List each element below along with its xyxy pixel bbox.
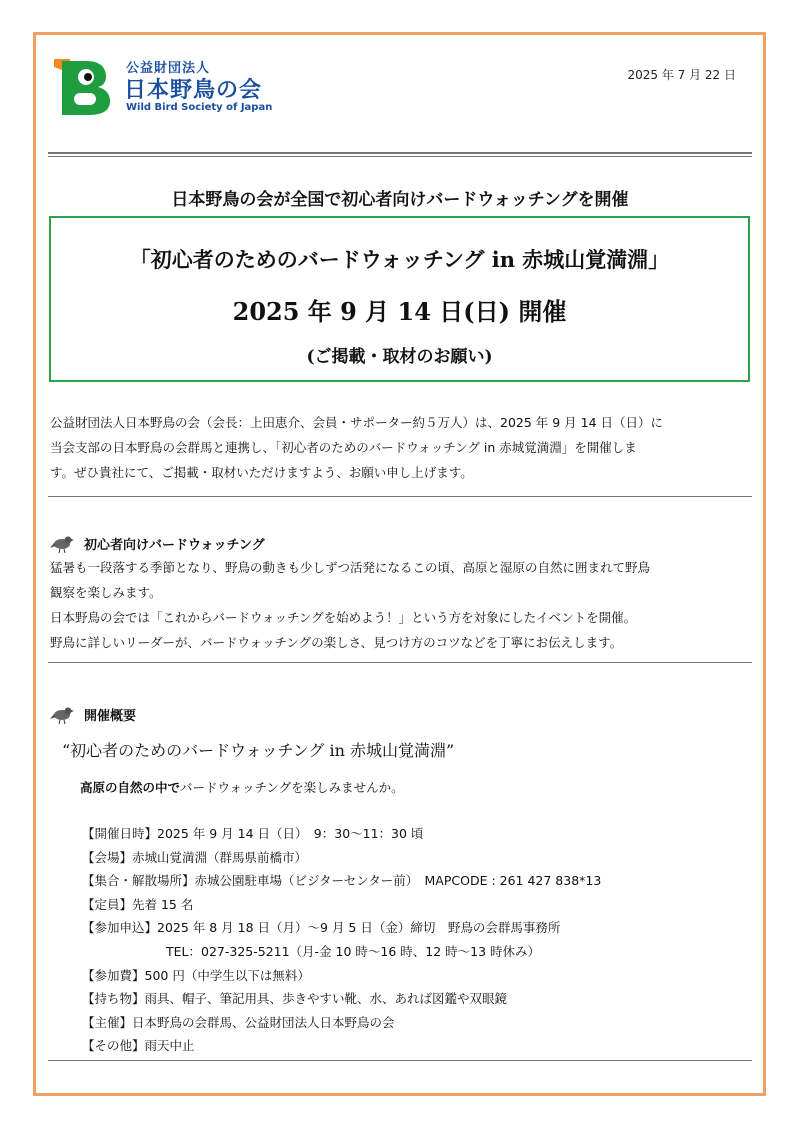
section2-heading [50, 704, 136, 724]
event-details [82, 822, 601, 1058]
event-name: 「初心者のためのバードウォッチング in 赤城山覚満淵」 [129, 247, 670, 272]
detail-venue: 【会場】赤城山覚満淵（群馬県前橋市） [82, 849, 308, 865]
detail-organizer: 【主催】日本野鳥の会群馬、公益財団法人日本野鳥の会 [82, 1014, 395, 1030]
body-line: 野鳥に詳しいリーダーが、バードウォッチングの楽しさ、見つけ方のコツなどを丁寧にお伝えします。 [50, 635, 623, 650]
section2-title: 開催概要 [84, 708, 137, 724]
section-divider [48, 662, 752, 663]
footer-divider [48, 1060, 752, 1061]
detail-meeting-place: 【集合・解散場所】赤城公園駐車場（ビジターセンター前） MAPCODE : 261 427 838*13 [82, 873, 602, 889]
detail-items: 【持ち物】雨具、帽子、筆記用具、歩きやすい靴、水、あれば図鑑や双眼鏡 [82, 991, 508, 1007]
bird-icon [50, 704, 74, 724]
event-date: 2025 年 9 月 14 日(日) 開催 [232, 297, 567, 326]
wbsj-logo-icon [52, 55, 114, 117]
detail-capacity: 【定員】先着 15 名 [82, 896, 194, 912]
detail-fee: 【参加費】500 円（中学生以下は無料） [82, 967, 310, 983]
body-line: 猛暑も一段落する季節となり、野鳥の動きも少しずつ活発になるこの頃、高原と湿原の自然に囲まれて野鳥 [50, 560, 651, 575]
detail-other: 【その他】雨天中止 [82, 1038, 195, 1054]
title-box [49, 216, 750, 382]
detail-application: 【参加申込】2025 年 8 月 18 日（月）〜9 月 5 日（金）締切 野鳥の会群馬事務所 [82, 920, 561, 936]
org-logo [52, 55, 292, 120]
section-divider [48, 496, 752, 497]
event-intro [80, 778, 404, 796]
org-name-english: Wild Bird Society of Japan [126, 102, 273, 113]
org-type: 公益財団法人 [126, 61, 211, 76]
detail-datetime: 【開催日時】2025 年 9 月 14 日（日） 9：30〜11：30 頃 [82, 826, 424, 841]
headline: 日本野鳥の会が全国で初心者向けバードウォッチングを開催 [171, 190, 629, 210]
section1-heading [50, 533, 265, 553]
header-divider [48, 152, 752, 157]
body-line: 観察を楽しみます。 [50, 585, 162, 600]
org-name: 日本野鳥の会 [124, 78, 263, 103]
coverage-request: (ご掲載・取材のお願い) [306, 347, 493, 367]
intro-line: 当会支部の日本野鳥の会群馬と連携し、「初心者のためのバードウォッチング in 赤城覚満淵」を開催しま [50, 440, 637, 455]
event-title-quote: “初心者のためのバードウォッチング in 赤城山覚満淵” [62, 741, 455, 760]
release-date: 2025 年 7 月 22 日 [627, 68, 736, 82]
intro-bold: 高原の自然の中で [80, 780, 181, 795]
intro-line: 公益財団法人日本野鳥の会（会長：上田恵介、会員・サポーター約５万人）は、2025 年 9 月 14 日（日）に [50, 415, 664, 430]
section1-title: 初心者向けバードウォッチング [84, 537, 265, 553]
intro-paragraph [50, 410, 760, 485]
bird-icon [50, 533, 74, 553]
section1-body [50, 555, 760, 655]
body-line: 日本野鳥の会では「これからバードウォッチングを始めよう！」という方を対象にしたイベントを開催。 [50, 610, 637, 625]
intro-line: す。ぜひ貴社にて、ご掲載・取材いただけますよう、お願い申し上げます。 [50, 465, 473, 480]
detail-phone: TEL：027-325-5211（月-金 10 時〜16 時、12 時〜13 時休み） [166, 943, 541, 959]
intro-rest: バードウォッチングを楽しみませんか。 [180, 780, 404, 795]
